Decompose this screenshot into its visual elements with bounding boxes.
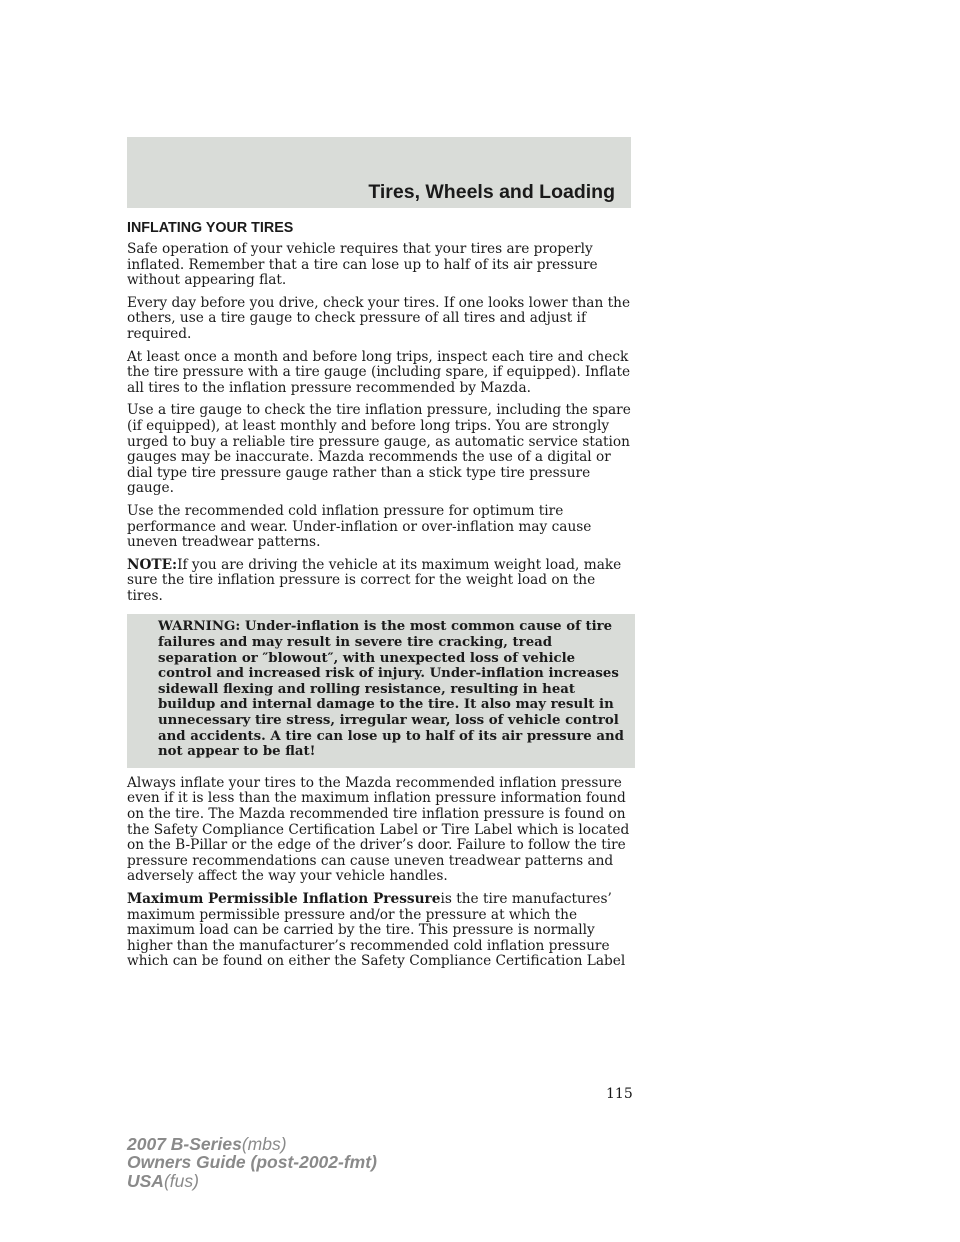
note-label: NOTE: <box>127 556 178 573</box>
note-text: If you are driving the vehicle at its maximum weight load, make sure the tire inflation pressure is correct for the weight load on the tires. <box>127 556 622 604</box>
page-content <box>127 220 635 977</box>
page-number: 115 <box>606 1086 633 1102</box>
section-title: INFLATING YOUR TIRES <box>127 220 294 236</box>
footer-line-2: Owners Guide (post-2002-fmt) <box>127 1152 377 1173</box>
warning-box: WARNING: Under-inflation is the most common cause of tire failures and may result in severe tire cracking, tread separation or ″blowout″, with unexpected loss of vehicle control and increased risk of injury. Under-inflation increases sidewall flexing and rolling resistance, resulting in heat buildup and internal damage to the tire. It also may result in unnecessary tire stress, irregular wear, loss of vehicle control and accidents. A tire can lose up to half of its air pressure and not appear to be flat! <box>127 614 635 767</box>
footer-line-1 <box>127 1135 377 1153</box>
term-text: is the tire manufactures’ maximum permissible pressure and/or the pressure at which the maximum load can be carried by the tire. This pressure is normally higher than the manufacturer’s recommended cold inflation pressure which can be found on either the Safety Compliance Certification Label <box>127 890 626 970</box>
paragraph-daily-check: Every day before you drive, check your tires. If one looks lower than the others, use a tire gauge to check pressure of all tires and adjust if required. <box>127 294 631 342</box>
footer-market: USA <box>127 1170 164 1191</box>
paragraph-monthly-check: At least once a month and before long trips, inspect each tire and check the tire pressure with a tire gauge (including spare, if equipped). Inflate all tires to the inflation pressure recommended by Mazda. <box>127 348 631 396</box>
footer-model: 2007 B-Series <box>127 1134 242 1154</box>
note-paragraph <box>127 558 635 605</box>
footer-market-code: (fus) <box>163 1170 199 1191</box>
document-footer <box>127 1135 377 1190</box>
paragraph-always-inflate: Always inflate your tires to the Mazda recommended inflation pressure even if it is less than the maximum inflation pressure information found on the tire. The Mazda recommended tire inflation pressure is found on the Safety Compliance Certification Label or Tire Label which is located on the B-Pillar or the edge of the driver’s door. Failure to follow the tire pressure recommendations can cause uneven treadwear patterns and adversely affect the way your vehicle handles. <box>127 774 630 885</box>
paragraph-tire-gauge: Use a tire gauge to check the tire inflation pressure, including the spare (if equipped), at least monthly and before long trips. You are strongly urged to buy a reliable tire pressure gauge, as automatic service station gauges may be inaccurate. Mazda recommends the use of a digital or dial type tire pressure gauge rather than a stick type tire pressure gauge. <box>127 402 631 497</box>
chapter-title: Tires, Wheels and Loading <box>368 181 615 203</box>
paragraph-cold-inflation: Use the recommended cold inflation pressure for optimum tire performance and wear. Under-inflation or over-inflation may cause uneven treadwear patterns. <box>127 502 592 551</box>
term-paragraph <box>127 892 635 970</box>
footer-line-3 <box>127 1172 377 1190</box>
paragraph-safe-operation: Safe operation of your vehicle requires that your tires are properly inflated. Remember that a tire can lose up to half of its air pressure without appearing flat. <box>127 241 598 289</box>
chapter-header-band <box>127 137 631 208</box>
term-label: Maximum Permissible Inflation Pressure <box>127 890 441 907</box>
footer-model-code: (mbs) <box>241 1134 287 1154</box>
